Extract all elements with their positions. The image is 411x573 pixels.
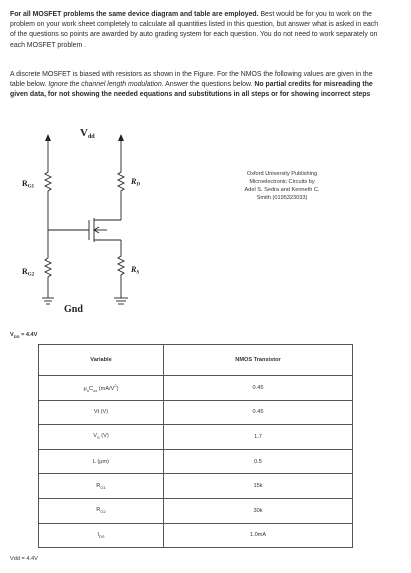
table-row: $R_{G1}$ 15k — [39, 474, 353, 499]
citation — [232, 170, 332, 202]
intro-bold-lead: For all MOSFET problems the same device diagram and table are employed. — [10, 11, 259, 18]
vdd-value-bottom: Vdd = 4.4V — [10, 556, 38, 562]
problem-text-2: Answer the questions below. — [163, 81, 255, 89]
rs-resistor — [118, 240, 124, 298]
problem-paragraph — [10, 70, 382, 101]
problem-bold: No partial credits for misreading the given data, for not showing the needed equations and substitutions in all steps or for showing incorrect steps — [10, 81, 373, 99]
rd-resistor — [118, 168, 124, 210]
citation-line-1: Oxford University Publishing — [246, 171, 318, 177]
gnd-label: Gnd — [64, 304, 83, 315]
rg2-resistor — [45, 230, 51, 295]
table-row: L (μm) 0.5 — [39, 449, 353, 474]
rd-label: RD — [131, 177, 140, 188]
rs-label: RS — [131, 265, 140, 276]
vdd-label: Vdd — [80, 127, 95, 140]
citation-line-3: Adel S. Sedra and Kenneth C. — [244, 187, 320, 193]
rg1-label: RG1 — [22, 179, 35, 190]
table-row: $R_{G2}$ 30k — [39, 498, 353, 523]
table-row: $\mu_nC_{ox}$ $(mA/V^2)$ 0.45 — [39, 376, 353, 401]
vdd-arrow-right-icon — [118, 134, 124, 141]
parameter-table — [38, 344, 353, 548]
rg2-label: RG2 — [22, 267, 35, 278]
problem-italic: Ignore the channel length modulation. — [48, 81, 164, 89]
table-row: $I_{DS}$ 1.0mA — [39, 523, 353, 548]
table-row: Vt (V) 0.45 — [39, 400, 353, 425]
vdd-value-top: $V_{DD} = 4.4V$ — [10, 332, 38, 340]
header-variable: Variable — [39, 345, 164, 376]
table-row: $V_S$ (V) 1.7 — [39, 425, 353, 450]
citation-line-4: Smith (0195323033) — [256, 195, 308, 201]
vdd-arrow-left-icon — [45, 134, 51, 141]
rg1-resistor — [45, 168, 51, 230]
circuit-diagram — [0, 120, 411, 325]
table-header-row — [39, 345, 353, 376]
intro-text: Best would be for you to work on the problem on your work sheet completely to calculate all quantities listed in this question, but answer what is asked in each of the questions so points are awarded by auto grading system for each question. You do not need to work separately on each MOSFET problem . — [10, 11, 379, 49]
problem-text-1: A discrete MOSFET is biased with resistors as shown in the Figure. For the NMOS the following values are given in the table below. — [10, 71, 373, 89]
header-nmos: NMOS Transistor — [164, 345, 353, 376]
intro-paragraph — [10, 10, 382, 51]
citation-line-2: Microelectronic Circuits by — [249, 179, 315, 185]
